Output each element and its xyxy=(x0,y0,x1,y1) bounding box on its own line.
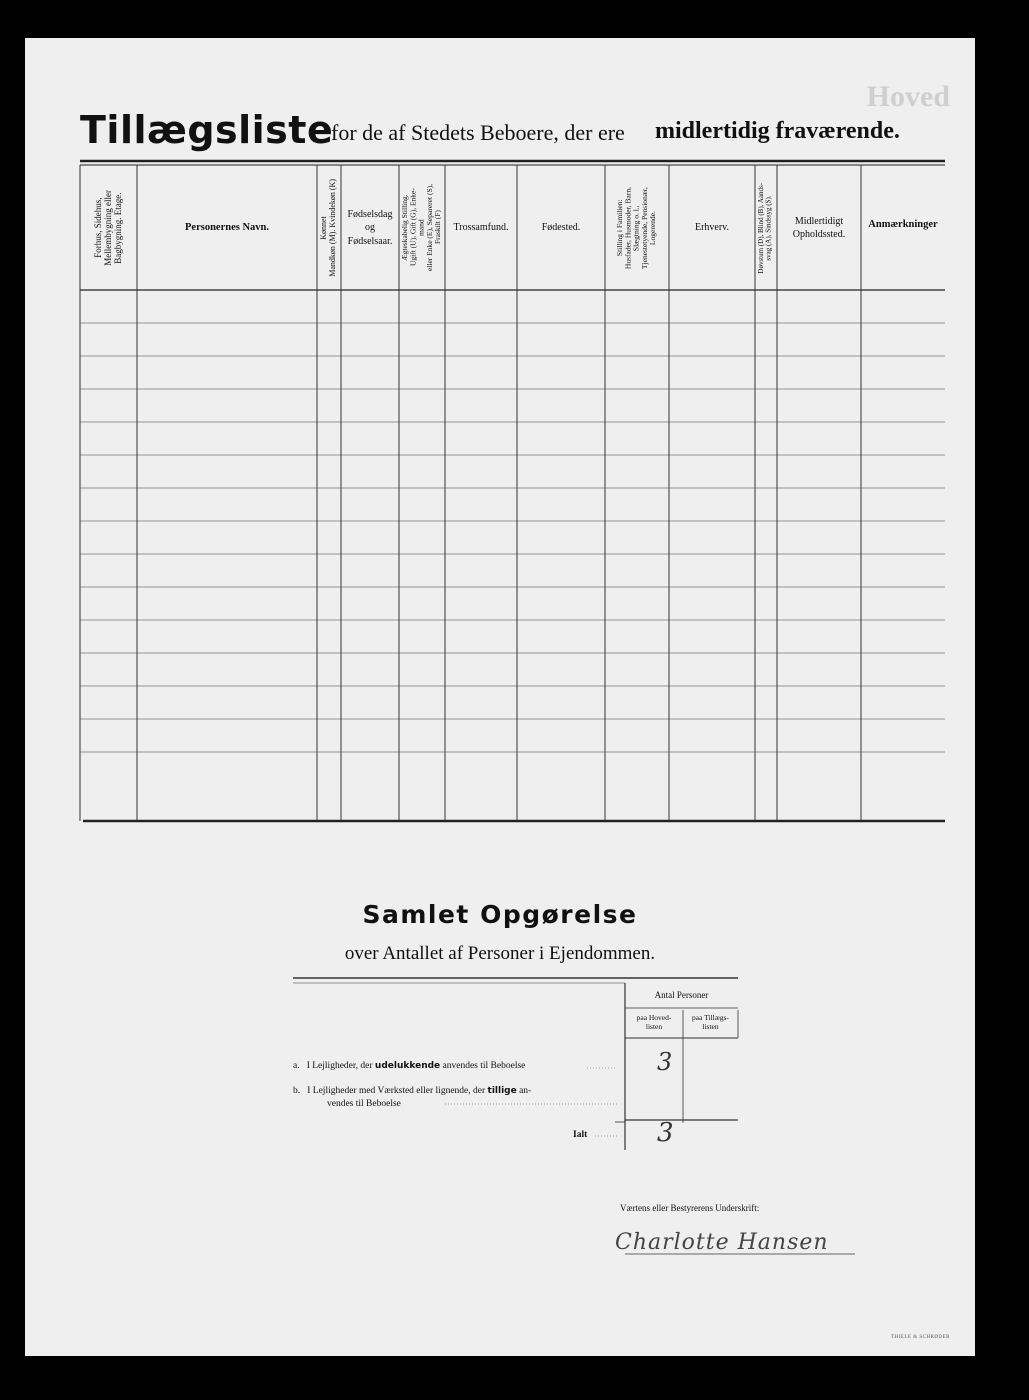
form-title: Tillægsliste xyxy=(80,108,334,152)
summary-row-b xyxy=(293,1086,531,1096)
summary-col-main-list: paa Hoved- listen xyxy=(636,1013,672,1031)
signature-value: Charlotte Hansen xyxy=(615,1230,829,1255)
signature-label: Værtens eller Bestyrerens Underskrift: xyxy=(620,1203,760,1213)
header-temporary-residence: Midlertidigt Opholdssted. xyxy=(792,215,846,240)
printer-mark: THIELE & SCHRØDER xyxy=(890,1335,950,1340)
header-religion: Trossamfund. xyxy=(453,222,509,234)
header-disability: Døvstum (D), Blind (B), Aands- svag (A), Sindssyg (S). xyxy=(757,182,773,274)
row-a-main-count: 3 xyxy=(657,1048,673,1076)
summary-col-supplementary-list: paa Tillægs- listen xyxy=(692,1013,729,1031)
census-form-page xyxy=(25,38,975,1356)
header-marital: Ægteskabelig Stilling. Ugift (U), Gift (G), Enke- mand eller Enke (E), Separeret (S), Fraskilt (F) xyxy=(400,184,443,272)
header-names: Personernes Navn. xyxy=(185,221,269,233)
row-b-text-bold: tillige xyxy=(487,1086,517,1096)
header-birth: Fødselsdag og Fødselsaar. xyxy=(347,208,393,247)
row-b-marker: b. xyxy=(293,1086,301,1096)
summary-row-a xyxy=(293,1061,525,1071)
corner-stamp: Hoved xyxy=(866,80,950,113)
row-a-text-pre: I Lejligheder, der xyxy=(306,1061,373,1071)
row-b-text-post: an- xyxy=(519,1086,532,1096)
row-a-text-post: anvendes til Beboelse xyxy=(442,1061,526,1071)
row-a-marker: a. xyxy=(293,1061,300,1071)
header-occupation: Erhverv. xyxy=(694,222,730,234)
form-title-middle: for de af Stedets Beboere, der ere xyxy=(331,120,625,145)
form-title-bold: midlertidig fraværende. xyxy=(655,118,900,144)
header-remarks: Anmærkninger xyxy=(868,219,938,230)
header-birthplace: Fødested. xyxy=(541,222,581,234)
summary-total-label: Ialt xyxy=(573,1130,588,1140)
header-location: Forhus, Sidehus, Mellembygning eller Bagbygning. Etage. xyxy=(92,190,123,266)
row-a-text-bold: udelukkende xyxy=(374,1061,441,1071)
header-family-position: Stilling i Familien: Husfader, Husmoder, Barn, Slægtning o. l., Tjenestetyende, Pensionær, Logerende. xyxy=(615,186,658,270)
summary-count-header: Antal Personer xyxy=(654,990,709,1000)
row-b-text-pre: I Lejligheder med Værksted eller lignende, der xyxy=(307,1086,486,1096)
summary-total-main-count: 3 xyxy=(657,1118,674,1148)
row-b-line2: vendes til Beboelse xyxy=(327,1099,401,1109)
summary-subtitle: over Antallet af Personer i Ejendommen. xyxy=(344,943,656,964)
summary-title: Samlet Opgørelse xyxy=(362,900,638,929)
header-sex: Kønnet Mandkøn (M). Kvindekøn (K) xyxy=(319,179,337,277)
